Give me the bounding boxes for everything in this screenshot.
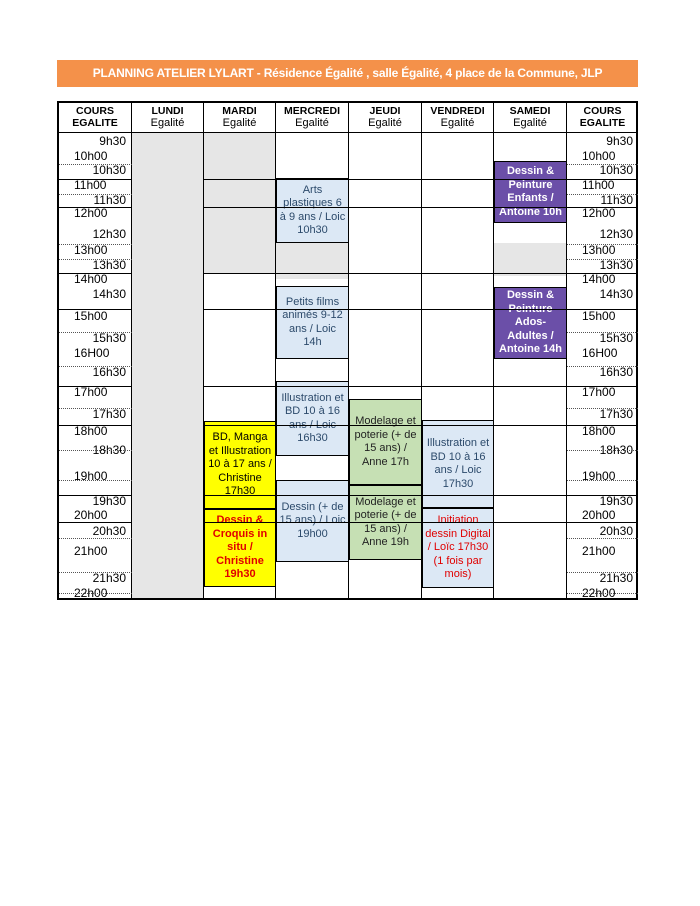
right-time-label: 15h00 bbox=[582, 309, 616, 323]
right-time-label: 12h00 bbox=[582, 206, 616, 220]
course-arts-plastiques: Arts plastiques 6 à 9 ans / Loic 10h30 bbox=[276, 178, 349, 243]
right-time-label: 16H00 bbox=[582, 346, 618, 360]
header-samedi bbox=[494, 103, 567, 133]
header-sub: EGALITE bbox=[579, 117, 626, 129]
half-hour-divider bbox=[59, 450, 132, 451]
left-time-label: 15h30 bbox=[92, 331, 126, 345]
course-petits-films: Petits films animés 9-12 ans / Loic 14h bbox=[276, 286, 349, 359]
header-sub: Egalité bbox=[150, 117, 185, 129]
half-hour-divider bbox=[59, 593, 132, 594]
right-time-label: 11h00 bbox=[582, 178, 615, 192]
row-divider bbox=[276, 425, 349, 426]
header-vendredi bbox=[422, 103, 494, 133]
row-divider bbox=[204, 522, 276, 523]
header-cours-left bbox=[59, 103, 132, 133]
half-hour-divider bbox=[567, 194, 638, 195]
row-divider bbox=[349, 522, 422, 523]
half-hour-divider bbox=[567, 450, 638, 451]
half-hour-divider bbox=[59, 408, 132, 409]
row-divider bbox=[422, 273, 494, 274]
row-divider bbox=[59, 273, 132, 274]
row-divider bbox=[567, 309, 638, 310]
row-divider bbox=[59, 495, 132, 496]
row-divider bbox=[59, 309, 132, 310]
half-hour-divider bbox=[59, 259, 132, 260]
course-croquis-in-situ: Dessin & Croquis in situ / Christine 19h30 bbox=[204, 509, 276, 587]
row-divider bbox=[567, 495, 638, 496]
header-day: VENDREDI bbox=[430, 105, 485, 117]
left-time-label: 12h30 bbox=[92, 227, 126, 241]
row-divider bbox=[59, 425, 132, 426]
course-dessin-peinture-enfants: Dessin & Peinture Enfants / Antoine 10h bbox=[494, 161, 567, 223]
left-time-label: 20h30 bbox=[92, 524, 126, 538]
header-day: SAMEDI bbox=[509, 105, 551, 117]
right-time-label: 10h30 bbox=[599, 163, 633, 177]
course-dessin-mercredi: Dessin (+ de 15 ans) / Loic 19h00 bbox=[276, 480, 349, 562]
left-time-label: 14h30 bbox=[92, 287, 126, 301]
left-time-label: 12h00 bbox=[74, 206, 108, 220]
left-time-label: 20h00 bbox=[74, 508, 108, 522]
left-time-label: 21h30 bbox=[92, 571, 126, 585]
right-time-label: 13h00 bbox=[582, 243, 616, 257]
row-divider bbox=[494, 425, 567, 426]
half-hour-divider bbox=[567, 572, 638, 573]
row-divider bbox=[349, 309, 422, 310]
row-divider bbox=[349, 207, 422, 208]
right-time-label: 16h30 bbox=[599, 365, 633, 379]
header-mardi bbox=[204, 103, 276, 133]
half-hour-divider bbox=[567, 366, 638, 367]
row-divider bbox=[567, 522, 638, 523]
right-time-label: 13h30 bbox=[599, 258, 633, 272]
course-modelage-17h: Modelage et poterie (+ de 15 ans) / Anne 17h bbox=[349, 399, 422, 485]
half-hour-divider bbox=[567, 332, 638, 333]
left-time-label: 9h30 bbox=[99, 134, 126, 148]
course-illustration-bd-mercredi: Illustration et BD 10 à 16 ans / Loic 16h30 bbox=[276, 381, 349, 456]
row-divider bbox=[349, 273, 422, 274]
row-divider bbox=[59, 386, 132, 387]
header-day: LUNDI bbox=[151, 105, 184, 117]
row-divider bbox=[494, 179, 567, 180]
header-sub: EGALITE bbox=[72, 117, 118, 129]
row-divider bbox=[422, 386, 494, 387]
row-divider bbox=[422, 495, 494, 496]
right-time-label: 17h30 bbox=[599, 407, 633, 421]
half-hour-divider bbox=[59, 572, 132, 573]
left-time-label: 10h30 bbox=[92, 163, 126, 177]
header-day: COURS bbox=[76, 105, 114, 117]
half-hour-divider bbox=[59, 366, 132, 367]
row-divider bbox=[494, 386, 567, 387]
half-hour-divider bbox=[567, 593, 638, 594]
header-sub: Egalité bbox=[513, 117, 547, 129]
row-divider bbox=[276, 207, 349, 208]
row-divider bbox=[567, 386, 638, 387]
left-time-label: 17h30 bbox=[92, 407, 126, 421]
row-divider bbox=[204, 179, 276, 180]
row-divider bbox=[349, 179, 422, 180]
half-hour-divider bbox=[59, 480, 132, 481]
course-bd-manga: BD, Manga et Illustration 10 à 17 ans / Christine 17h30 bbox=[204, 421, 276, 509]
header-day: JEUDI bbox=[369, 105, 401, 117]
left-time-label: 11h30 bbox=[93, 193, 126, 207]
left-time-label: 18h00 bbox=[74, 424, 108, 438]
row-divider bbox=[276, 273, 349, 274]
left-time-label: 11h00 bbox=[74, 178, 107, 192]
right-time-label: 17h00 bbox=[582, 385, 616, 399]
half-hour-divider bbox=[59, 332, 132, 333]
row-divider bbox=[567, 179, 638, 180]
header-day: COURS bbox=[583, 105, 622, 117]
course-dessin-peinture-ados: Dessin & Peinture Ados-Adultes / Antoine 14h bbox=[494, 287, 567, 359]
row-divider bbox=[59, 179, 132, 180]
left-time-label: 15h00 bbox=[74, 309, 108, 323]
left-time-label: 21h00 bbox=[74, 544, 108, 558]
right-time-label: 19h30 bbox=[599, 494, 633, 508]
half-hour-divider bbox=[59, 538, 132, 539]
row-divider bbox=[204, 425, 276, 426]
row-divider bbox=[567, 425, 638, 426]
left-time-label: 14h00 bbox=[74, 272, 108, 286]
course-modelage-19h: Modelage et poterie (+ de 15 ans) / Anne 19h bbox=[349, 485, 422, 560]
row-divider bbox=[349, 386, 422, 387]
course-illustration-bd-vendredi: Illustration et BD 10 à 16 ans / Loic 17h30 bbox=[422, 420, 494, 508]
half-hour-divider bbox=[567, 244, 638, 245]
row-divider bbox=[204, 495, 276, 496]
row-divider bbox=[349, 425, 422, 426]
closed-block bbox=[494, 243, 566, 276]
left-time-label: 13h30 bbox=[92, 258, 126, 272]
row-divider bbox=[276, 386, 349, 387]
left-time-label: 16h30 bbox=[92, 365, 126, 379]
row-divider bbox=[567, 273, 638, 274]
half-hour-divider bbox=[567, 259, 638, 260]
header-sub: Egalité bbox=[222, 117, 257, 129]
left-time-label: 16H00 bbox=[74, 346, 110, 360]
row-divider bbox=[276, 522, 349, 523]
row-divider bbox=[204, 273, 276, 274]
schedule-table bbox=[57, 101, 638, 600]
header-cours-right bbox=[567, 103, 638, 133]
row-divider bbox=[204, 309, 276, 310]
half-hour-divider bbox=[567, 164, 638, 165]
row-divider bbox=[422, 425, 494, 426]
header-day: MARDI bbox=[222, 105, 257, 117]
page-title: PLANNING ATELIER LYLART - Résidence Égalité , salle Égalité, 4 place de la Commune, JLP bbox=[57, 60, 638, 87]
header-day: MERCREDI bbox=[283, 105, 340, 117]
course-initiation-digital: Initiation dessin Digital / Loïc 17h30 (1 fois par mois) bbox=[422, 508, 494, 588]
row-divider bbox=[276, 495, 349, 496]
row-divider bbox=[204, 386, 276, 387]
row-divider bbox=[59, 207, 132, 208]
header-lundi bbox=[132, 103, 204, 133]
left-time-label: 17h00 bbox=[74, 385, 108, 399]
right-time-label: 21h30 bbox=[599, 571, 633, 585]
right-time-label: 12h30 bbox=[599, 227, 633, 241]
row-divider bbox=[494, 273, 567, 274]
row-divider bbox=[422, 207, 494, 208]
right-time-label: 14h00 bbox=[582, 272, 616, 286]
right-time-label: 10h00 bbox=[582, 149, 616, 163]
header-mercredi bbox=[276, 103, 349, 133]
right-time-label: 11h30 bbox=[600, 193, 633, 207]
row-divider bbox=[422, 309, 494, 310]
right-time-label: 14h30 bbox=[599, 287, 633, 301]
header-sub: Egalité bbox=[368, 117, 402, 129]
header-sub: Egalité bbox=[295, 117, 329, 129]
left-time-label: 22h00 bbox=[74, 586, 108, 600]
row-divider bbox=[494, 207, 567, 208]
half-hour-divider bbox=[567, 480, 638, 481]
closed-block bbox=[204, 133, 275, 273]
right-time-label: 15h30 bbox=[599, 331, 633, 345]
left-time-label: 18h30 bbox=[92, 443, 126, 457]
header-jeudi bbox=[349, 103, 422, 133]
right-time-label: 18h30 bbox=[599, 443, 633, 457]
row-divider bbox=[494, 495, 567, 496]
half-hour-divider bbox=[59, 164, 132, 165]
left-time-label: 19h30 bbox=[92, 494, 126, 508]
right-time-label: 20h00 bbox=[582, 508, 616, 522]
left-time-label: 13h00 bbox=[74, 243, 108, 257]
header-sub: Egalité bbox=[440, 117, 475, 129]
left-time-label: 10h00 bbox=[74, 149, 108, 163]
half-hour-divider bbox=[59, 194, 132, 195]
right-time-label: 9h30 bbox=[606, 134, 633, 148]
row-divider bbox=[276, 309, 349, 310]
right-time-label: 18h00 bbox=[582, 424, 616, 438]
row-divider bbox=[59, 522, 132, 523]
right-time-label: 21h00 bbox=[582, 544, 616, 558]
half-hour-divider bbox=[59, 244, 132, 245]
row-divider bbox=[422, 179, 494, 180]
right-time-label: 22h00 bbox=[582, 586, 616, 600]
row-divider bbox=[276, 179, 349, 180]
row-divider bbox=[349, 495, 422, 496]
row-divider bbox=[494, 522, 567, 523]
half-hour-divider bbox=[567, 538, 638, 539]
left-time-label: 19h00 bbox=[74, 469, 108, 483]
row-divider bbox=[567, 207, 638, 208]
row-divider bbox=[204, 207, 276, 208]
row-divider bbox=[494, 309, 567, 310]
half-hour-divider bbox=[567, 408, 638, 409]
row-divider bbox=[422, 522, 494, 523]
right-time-label: 19h00 bbox=[582, 469, 616, 483]
right-time-label: 20h30 bbox=[599, 524, 633, 538]
column-lundi bbox=[132, 133, 204, 598]
